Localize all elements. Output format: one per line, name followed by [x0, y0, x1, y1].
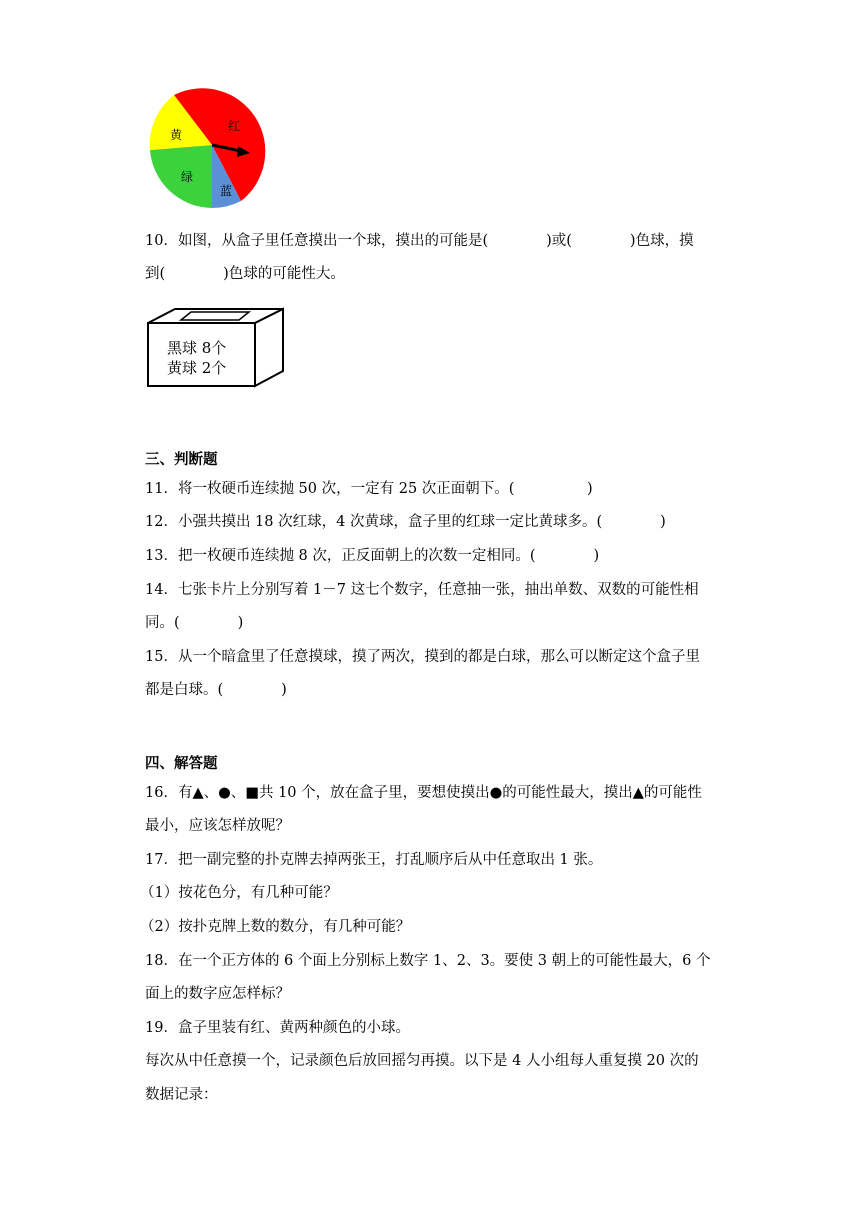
q16-line1: 16．有▲、●、■共 10 个，放在盒子里，要想使摸出●的可能性最大，摸出▲的可能性 — [145, 785, 702, 801]
section4-heading: 四、解答题 — [145, 755, 218, 772]
q10-line1: 10．如图，从盒子里任意摸出一个球，摸出的可能是( )或( )色球，摸 — [145, 233, 694, 249]
q17-part1: （1）按花色分，有几种可能？ — [140, 885, 338, 901]
q14-line2: 同。( ) — [145, 615, 244, 631]
box-label-yellow: 黄球 2个 — [167, 359, 227, 377]
q15-line1: 15．从一个暗盒里了任意摸球，摸了两次，摸到的都是白球，那么可以断定这个盒子里 — [145, 649, 700, 665]
section3-heading: 三、判断题 — [145, 451, 218, 468]
q12: 12．小强共摸出 18 次红球，4 次黄球，盒子里的红球一定比黄球多。( ) — [145, 514, 666, 530]
spinner-label-blue: 蓝 — [220, 184, 233, 198]
q11: 11．将一枚硬币连续抛 50 次，一定有 25 次正面朝下。( ) — [145, 481, 593, 497]
q19: 19．盒子里装有红、黄两种颜色的小球。 — [145, 1020, 410, 1036]
q19-text2: 数据记录： — [145, 1087, 218, 1103]
q13: 13．把一枚硬币连续抛 8 次，正反面朝上的次数一定相同。( ) — [145, 548, 600, 564]
q18-line2: 面上的数字应怎样标？ — [145, 986, 290, 1002]
spinner-label-red: 红 — [228, 119, 241, 133]
spinner-label-yellow: 黄 — [170, 128, 183, 142]
q17-part2: （2）按扑克牌上数的数分，有几种可能？ — [140, 919, 411, 935]
q16-line2: 最小，应该怎样放呢？ — [145, 818, 290, 834]
q19-text1: 每次从中任意摸一个，记录颜色后放回摇匀再摸。以下是 4 人小组每人重复摸 20 次的 — [145, 1053, 699, 1069]
q14-line1: 14．七张卡片上分别写着 1－7 这七个数字，任意抽一张，抽出单数、双数的可能性相 — [145, 582, 699, 598]
ball-box-figure — [145, 307, 290, 389]
spinner-figure — [143, 78, 283, 218]
box-label-black: 黑球 8个 — [167, 339, 227, 357]
q18-line1: 18．在一个正方体的 6 个面上分别标上数字 1、2、3。要使 3 朝上的可能性最大，6 个 — [145, 953, 711, 969]
q17: 17．把一副完整的扑克牌去掉两张王，打乱顺序后从中任意取出 1 张。 — [145, 852, 603, 868]
q10-line2: 到( )色球的可能性大。 — [145, 266, 345, 282]
spinner-label-green: 绿 — [181, 170, 194, 184]
q15-line2: 都是白球。( ) — [145, 682, 287, 698]
